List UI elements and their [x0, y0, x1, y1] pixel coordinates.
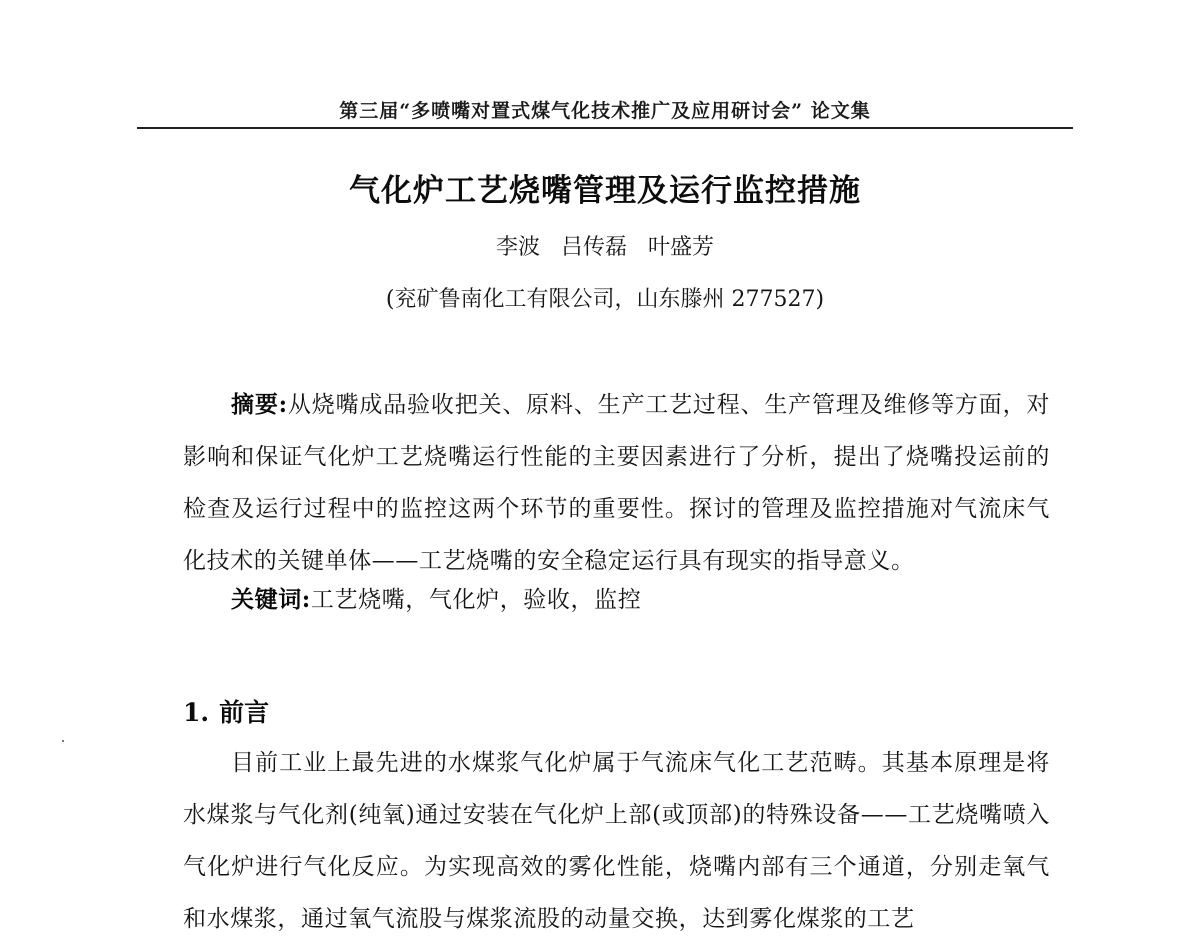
section-title: 前言: [219, 698, 270, 727]
authors: 李波 吕传磊 叶盛芳: [496, 235, 714, 260]
abstract-label: 摘要:: [231, 391, 288, 418]
paper-title: 气化炉工艺烧嘴管理及运行监控措施: [349, 173, 861, 209]
abstract-text: 从烧嘴成品验收把关、原料、生产工艺过程、生产管理及维修等方面，对影响和保证气化炉工艺烧嘴运行性能的主要因素进行了分析，提出了烧嘴投运前的检查及运行过程中的监控这两个环节的重要性。探讨的管理及监控措施对气流床气化技术的关键单体——工艺烧嘴的安全稳定运行具有现实的指导意义。: [183, 392, 1050, 574]
keywords: [183, 574, 1050, 626]
running-header: 第三届“多喷嘴对置式煤气化技术推广及应用研讨会” 论文集: [339, 100, 871, 122]
section-number: 1.: [183, 698, 210, 727]
header-rule: [137, 127, 1073, 129]
affiliation: (兖矿鲁南化工有限公司，山东滕州 277527): [385, 287, 825, 312]
keywords-label: 关键词:: [231, 586, 311, 613]
section-heading: [183, 693, 269, 729]
section-body-paragraph: 目前工业上最先进的水煤浆气化炉属于气流床气化工艺范畴。其基本原理是将水煤浆与气化剂(纯氧)通过安装在气化炉上部(或顶部)的特殊设备——工艺烧嘴喷入气化炉进行气化反应。为实现高效的雾化性能，烧嘴内部有三个通道，分别走氧气和水煤浆，通过氧气流股与煤浆流股的动量交换，达到雾化煤浆的工艺: [183, 750, 1050, 932]
abstract: [183, 379, 1050, 587]
keywords-text: 工艺烧嘴，气化炉，验收，监控: [310, 587, 642, 613]
margin-speck: [62, 740, 64, 742]
